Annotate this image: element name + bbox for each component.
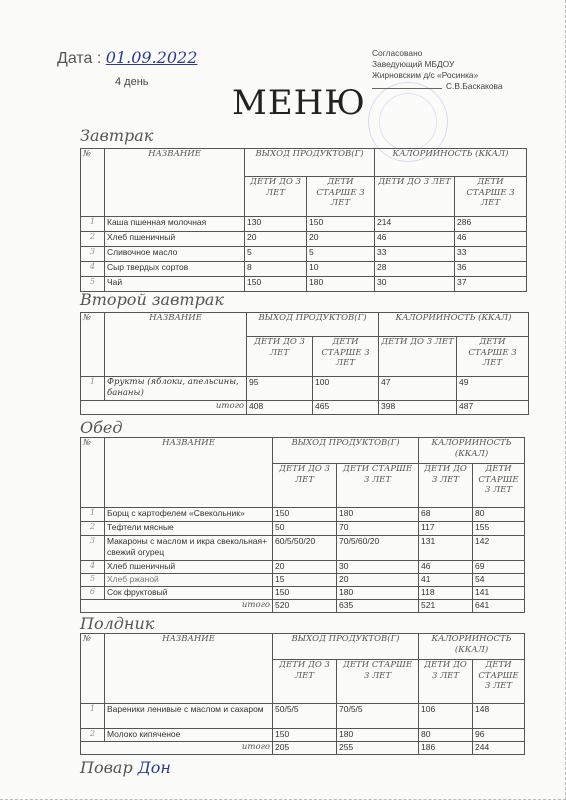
col-under3-header: ДЕТИ ДО 3 ЛЕТ (379, 337, 457, 377)
total-label: итого (81, 401, 247, 415)
cal-over3: 37 (455, 277, 527, 292)
col-name-header: НАЗВАНИЕ (105, 313, 247, 377)
output-over3: 70/5/60/20 (337, 536, 419, 561)
col-over3-header: ДЕТИ СТАРШЕ 3 ЛЕТ (337, 464, 419, 508)
row-num: 4 (81, 561, 105, 574)
total-output-over3: 635 (337, 600, 419, 613)
approval-line: Жирновским д/с «Росинка» (372, 70, 479, 80)
dish-name: Фрукты (яблоки, апельсины, бананы) (105, 377, 247, 401)
dish-name: Сыр твердых сортов (105, 262, 245, 277)
col-name-header: НАЗВАНИЕ (105, 149, 245, 217)
approval-line: Заведующий МБДОУ (372, 59, 455, 69)
section-title: Завтрак (80, 126, 154, 145)
col-over3-header: ДЕТИ СТАРШЕ 3 ЛЕТ (457, 337, 529, 377)
approver-name: С.В.Баскакова (446, 81, 503, 91)
cal-under3: 30 (375, 277, 455, 292)
output-under3: 150 (273, 587, 337, 600)
total-label: итого (81, 742, 273, 755)
cal-under3: 28 (375, 262, 455, 277)
cal-under3: 68 (419, 508, 473, 522)
dish-name: Молоко кипяченое (105, 729, 273, 742)
col-num-header: № (81, 149, 105, 217)
second-breakfast-table (80, 312, 529, 415)
approval-block (372, 48, 503, 92)
col-under3-header: ДЕТИ ДО 3 ЛЕТ (273, 464, 337, 508)
row-num: 2 (81, 729, 105, 742)
dish-name: Сливочное масло (105, 247, 245, 262)
output-over3: 180 (337, 587, 419, 600)
col-name-header: НАЗВАНИЕ (105, 438, 273, 508)
col-under3-header: ДЕТИ ДО 3 ЛЕТ (247, 337, 313, 377)
col-under3-header: ДЕТИ ДО 3 ЛЕТ (273, 660, 337, 704)
col-output-header: ВЫХОД ПРОДУКТОВ(Г) (273, 438, 419, 464)
approval-signature-line (372, 81, 503, 92)
signature-underline (372, 88, 442, 89)
total-row (81, 600, 525, 613)
table-row (81, 704, 525, 729)
total-cal-under3: 398 (379, 401, 457, 415)
cal-under3: 117 (419, 522, 473, 536)
output-over3: 30 (337, 561, 419, 574)
total-output-under3: 520 (273, 600, 337, 613)
approval-line: Согласовано (372, 48, 423, 58)
cal-under3: 46 (419, 561, 473, 574)
col-output-header: ВЫХОД ПРОДУКТОВ(Г) (273, 634, 419, 660)
col-calories-header: КАЛОРИЙНОСТЬ (ККАЛ) (379, 313, 529, 337)
cal-over3: 141 (473, 587, 525, 600)
cal-under3: 41 (419, 574, 473, 587)
output-over3: 180 (337, 508, 419, 522)
output-over3: 20 (307, 232, 375, 247)
cal-under3: 214 (375, 217, 455, 232)
cal-over3: 36 (455, 262, 527, 277)
dish-name: Вареники ленивые с маслом и сахаром (105, 704, 273, 729)
row-num: 3 (81, 247, 105, 262)
dish-name: Хлеб ржаной (105, 574, 273, 587)
col-over3-header: ДЕТИ СТАРШЕ 3 ЛЕТ (337, 660, 419, 704)
output-over3: 180 (337, 729, 419, 742)
cal-over3: 46 (455, 232, 527, 247)
output-under3: 60/5/50/20 (273, 536, 337, 561)
cal-over3: 155 (473, 522, 525, 536)
dish-name: Тефтели мясные (105, 522, 273, 536)
total-output-over3: 465 (313, 401, 379, 415)
output-over3: 20 (337, 574, 419, 587)
col-under3-header: ДЕТИ ДО 3 ЛЕТ (419, 660, 473, 704)
col-over3-header: ДЕТИ СТАРШЕ 3 ЛЕТ (473, 660, 525, 704)
cal-under3: 47 (379, 377, 457, 401)
cook-label: Повар (80, 758, 133, 777)
cook-signature: Дон (137, 758, 171, 777)
output-over3: 150 (307, 217, 375, 232)
table-row (81, 508, 525, 522)
day-label: 4 день (115, 76, 149, 88)
cal-over3: 69 (473, 561, 525, 574)
col-output-header: ВЫХОД ПРОДУКТОВ(Г) (245, 149, 375, 177)
cal-under3: 106 (419, 704, 473, 729)
cook-line (80, 758, 171, 777)
cal-under3: 33 (375, 247, 455, 262)
dish-name: Чай (105, 277, 245, 292)
dish-name: Макароны с маслом и икра свекольная+ свежий огурец (105, 536, 273, 561)
table-row (81, 262, 527, 277)
cal-under3: 131 (419, 536, 473, 561)
output-over3: 70/5/5 (337, 704, 419, 729)
output-over3: 180 (307, 277, 375, 292)
cal-over3: 80 (473, 508, 525, 522)
col-under3-header: ДЕТИ ДО 3 ЛЕТ (419, 464, 473, 508)
total-cal-over3: 244 (473, 742, 525, 755)
output-under3: 20 (245, 232, 307, 247)
cal-over3: 286 (455, 217, 527, 232)
section-title: Обед (80, 418, 123, 437)
output-over3: 10 (307, 262, 375, 277)
dish-name: Каша пшенная молочная (105, 217, 245, 232)
row-num: 1 (81, 377, 105, 401)
cal-over3: 33 (455, 247, 527, 262)
total-cal-over3: 487 (457, 401, 529, 415)
output-under3: 150 (273, 729, 337, 742)
dish-name: Сок фруктовый (105, 587, 273, 600)
date-label: Дата : (57, 50, 102, 67)
col-over3-header: ДЕТИ СТАРШЕ 3 ЛЕТ (455, 177, 527, 217)
breakfast-table (80, 148, 527, 292)
total-output-over3: 255 (337, 742, 419, 755)
col-over3-header: ДЕТИ СТАРШЕ 3 ЛЕТ (307, 177, 375, 217)
output-under3: 150 (245, 277, 307, 292)
output-under3: 8 (245, 262, 307, 277)
output-under3: 20 (273, 561, 337, 574)
output-under3: 150 (273, 508, 337, 522)
col-over3-header: ДЕТИ СТАРШЕ 3 ЛЕТ (313, 337, 379, 377)
row-num: 1 (81, 508, 105, 522)
dish-name: Борщ с картофелем «Свекольник» (105, 508, 273, 522)
date-line (57, 48, 197, 68)
row-num: 1 (81, 217, 105, 232)
total-output-under3: 408 (247, 401, 313, 415)
cal-under3: 46 (375, 232, 455, 247)
total-cal-under3: 521 (419, 600, 473, 613)
section-title: Полдник (80, 614, 155, 633)
dish-name: Хлеб пшеничный (105, 561, 273, 574)
total-row (81, 401, 529, 415)
row-num: 4 (81, 262, 105, 277)
cal-over3: 54 (473, 574, 525, 587)
output-under3: 130 (245, 217, 307, 232)
total-cal-under3: 186 (419, 742, 473, 755)
date-value: 01.09.2022 (105, 48, 198, 67)
dish-name: Хлеб пшеничный (105, 232, 245, 247)
col-under3-header: ДЕТИ ДО 3 ЛЕТ (245, 177, 307, 217)
output-under3: 50/5/5 (273, 704, 337, 729)
col-num-header: № (81, 313, 105, 377)
col-calories-header: КАЛОРИЙНОСТЬ (ККАЛ) (375, 149, 527, 177)
table-row (81, 587, 525, 600)
table-row (81, 232, 527, 247)
output-over3: 100 (313, 377, 379, 401)
col-name-header: НАЗВАНИЕ (105, 634, 273, 704)
cal-under3: 118 (419, 587, 473, 600)
output-under3: 50 (273, 522, 337, 536)
row-num: 2 (81, 522, 105, 536)
row-num: 6 (81, 587, 105, 600)
row-num: 5 (81, 277, 105, 292)
cal-over3: 96 (473, 729, 525, 742)
col-num-header: № (81, 438, 105, 508)
table-row (81, 536, 525, 561)
col-under3-header: ДЕТИ ДО 3 ЛЕТ (375, 177, 455, 217)
table-row (81, 217, 527, 232)
table-row (81, 729, 525, 742)
row-num: 3 (81, 536, 105, 561)
output-over3: 5 (307, 247, 375, 262)
table-row (81, 247, 527, 262)
row-num: 5 (81, 574, 105, 587)
table-row (81, 574, 525, 587)
cal-over3: 142 (473, 536, 525, 561)
output-under3: 95 (247, 377, 313, 401)
afternoon-snack-table (80, 633, 525, 755)
total-row (81, 742, 525, 755)
table-row (81, 377, 529, 401)
output-over3: 70 (337, 522, 419, 536)
total-output-under3: 205 (273, 742, 337, 755)
section-title: Второй завтрак (80, 290, 224, 309)
page-title: МЕНЮ (232, 83, 366, 123)
total-cal-over3: 641 (473, 600, 525, 613)
output-under3: 5 (245, 247, 307, 262)
col-over3-header: ДЕТИ СТАРШЕ 3 ЛЕТ (473, 464, 525, 508)
table-row (81, 561, 525, 574)
output-under3: 15 (273, 574, 337, 587)
table-row (81, 522, 525, 536)
row-num: 2 (81, 232, 105, 247)
cal-over3: 148 (473, 704, 525, 729)
lunch-table (80, 437, 525, 613)
total-label: итого (81, 600, 273, 613)
row-num: 1 (81, 704, 105, 729)
col-calories-header: КАЛОРИЙНОСТЬ (ККАЛ) (419, 438, 525, 464)
cal-over3: 49 (457, 377, 529, 401)
col-output-header: ВЫХОД ПРОДУКТОВ(Г) (247, 313, 379, 337)
cal-under3: 80 (419, 729, 473, 742)
col-calories-header: КАЛОРИЙНОСТЬ (ККАЛ) (419, 634, 525, 660)
col-num-header: № (81, 634, 105, 704)
